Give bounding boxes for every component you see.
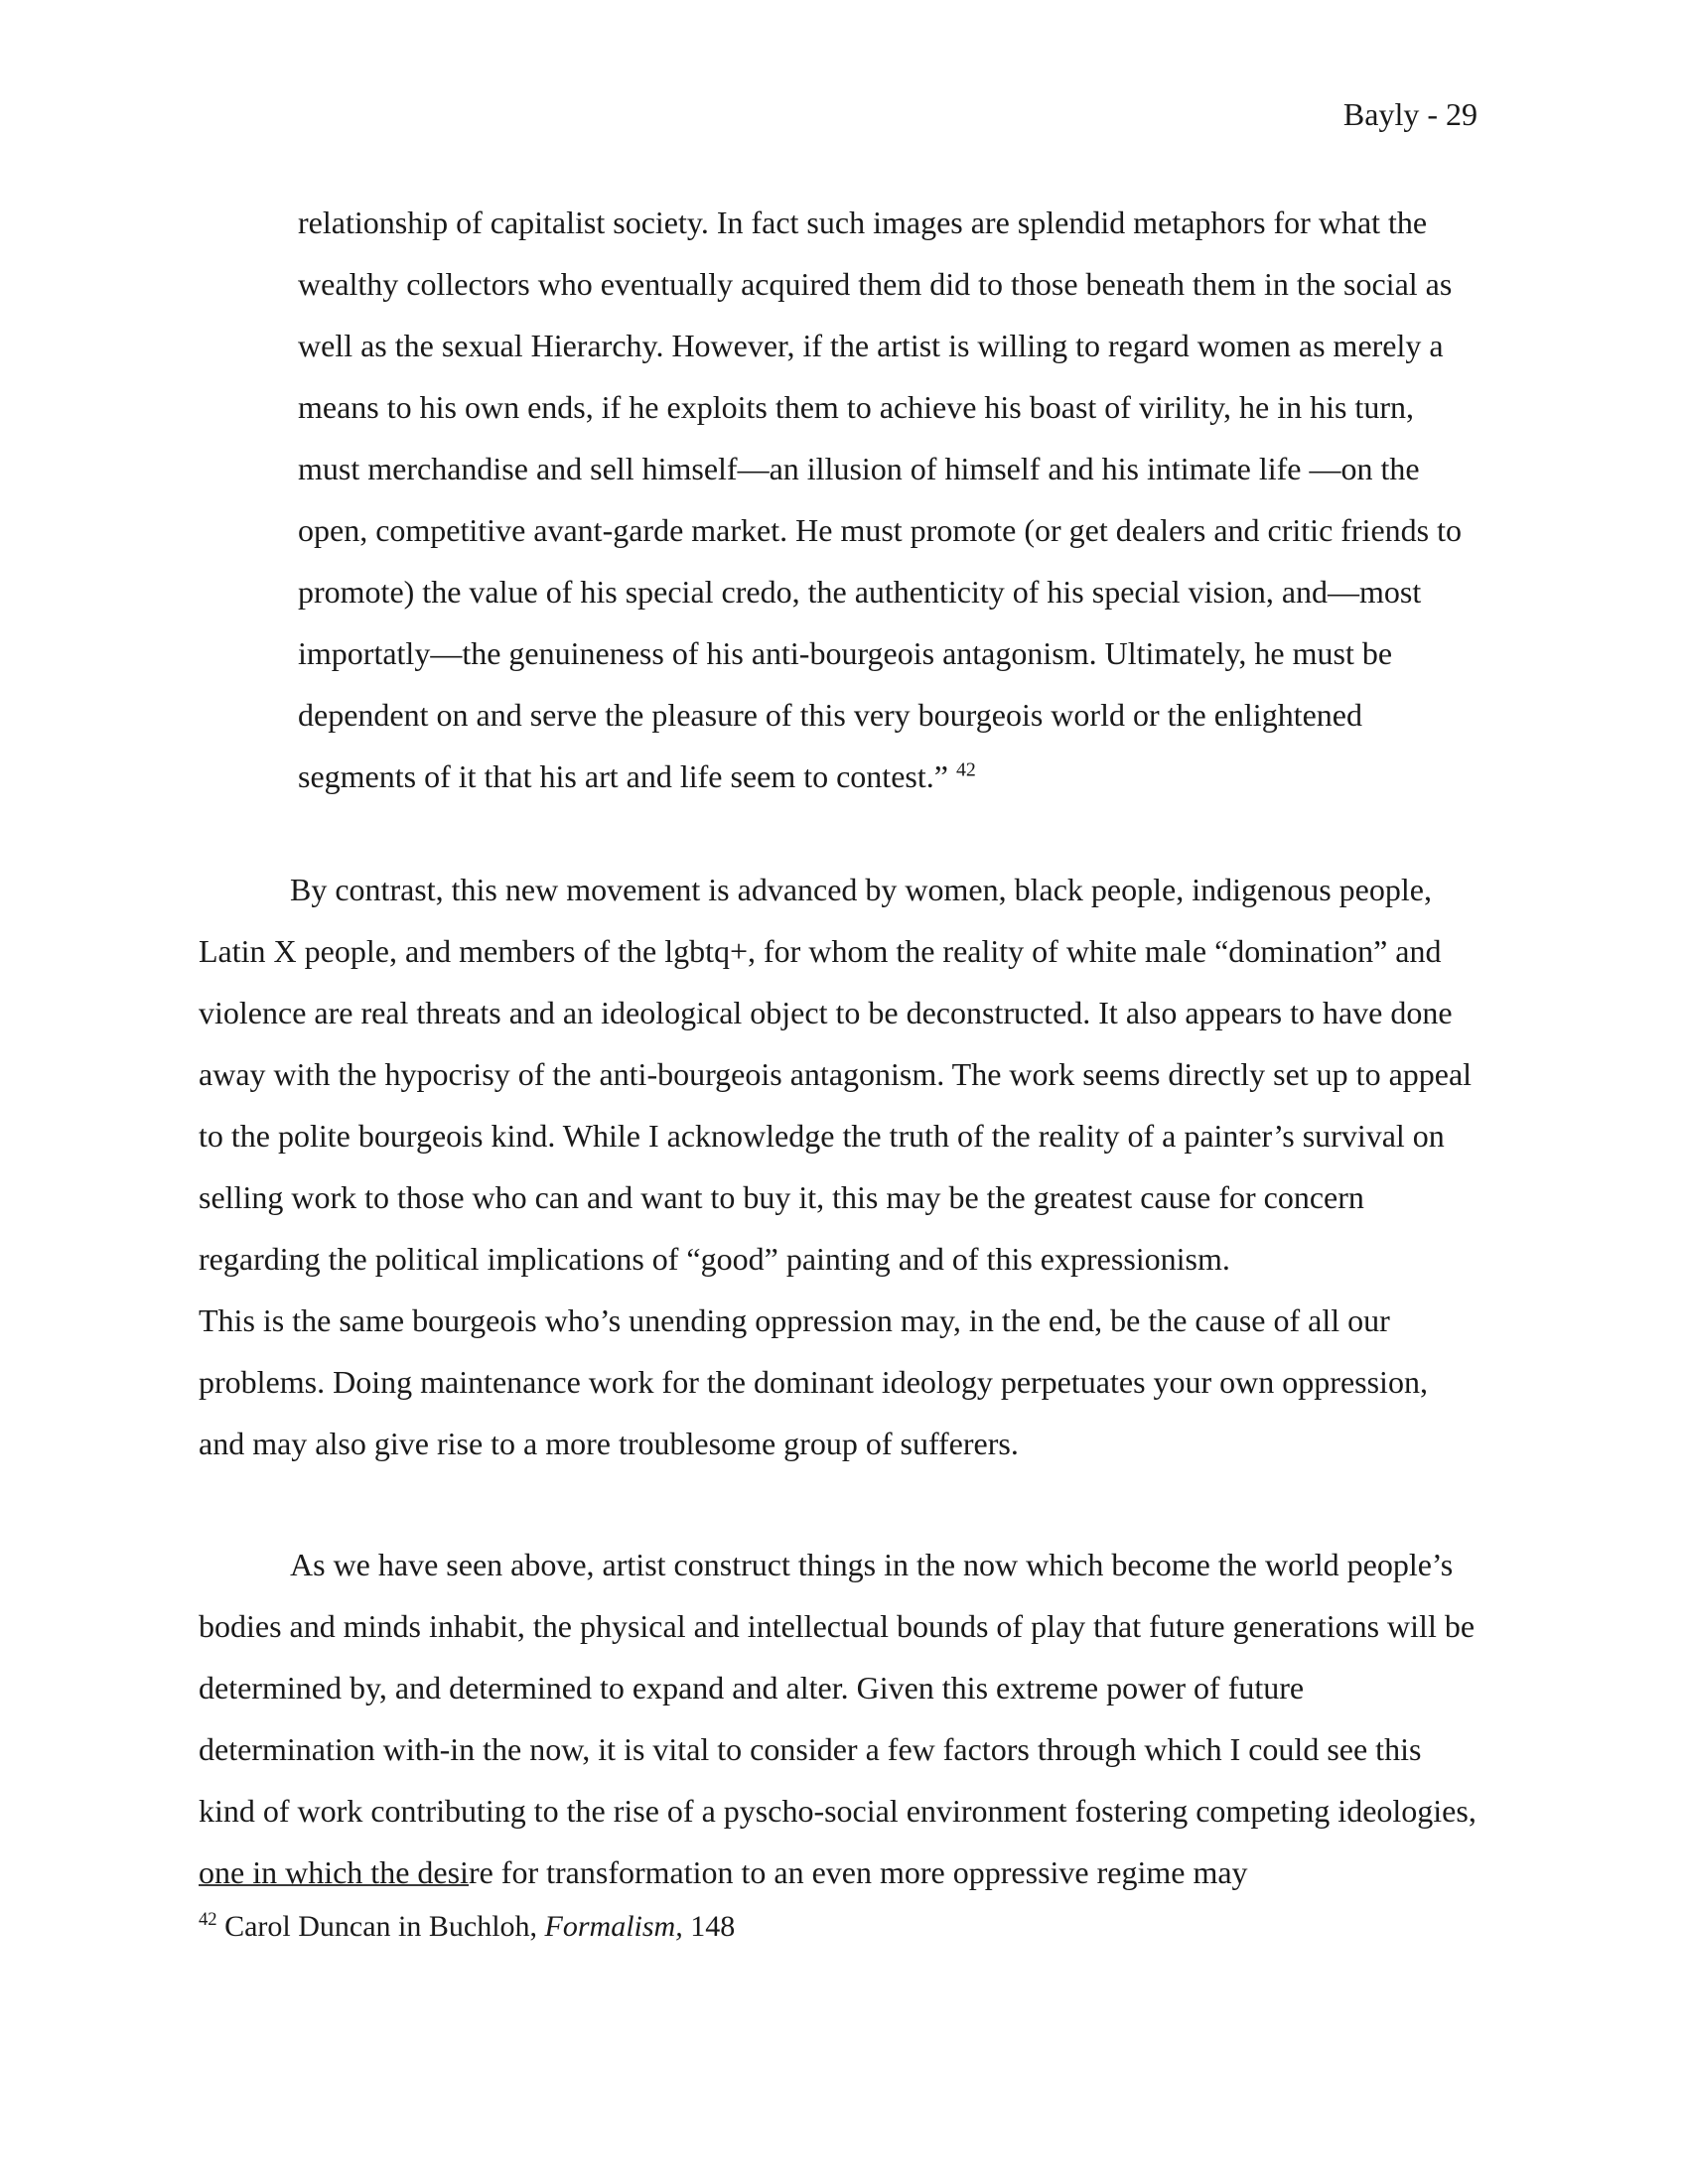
running-head-page-number: Bayly - 29 bbox=[1342, 96, 1477, 132]
footnote-text-page: 148 bbox=[682, 1910, 736, 1943]
block-quote-text: relationship of capitalist society. In fact such images are splendid metaphors for what the wealthy collectors who eventually acquired them did to those beneath them in the social as well as the sexual Hierarchy. However, if the artist is willing to regard women as merely a means to his own ends, if he exploits them to achieve his boast of virility, he in his turn, must merchandise and sell himself—an illusion of himself and his intimate life —on the open, competitive avant-garde market. He must promote (or get dealers and critic friends to promote) the value of his special credo, the authenticity of his special vision, and—most importatly—the genuineness of his anti-bourgeois antagonism. Ultimately, he must be dependent on and serve the pleasure of this very bourgeois world or the enlightened segments of it that his art and life seem to contest.” bbox=[298, 205, 1463, 794]
footnote-area bbox=[199, 1884, 1477, 1948]
footnote-text: Carol Duncan in Buchloh, bbox=[216, 1910, 545, 1943]
footnote bbox=[199, 1906, 1477, 1948]
body-paragraph: This is the same bourgeois who’s unending oppression may, in the end, be the cause of all our problems. Doing maintenance work for the dominant ideology perpetuates your own oppression, and may also give rise to a more troublesome group of sufferers. bbox=[199, 1302, 1428, 1461]
footnote-citation-title: Formalism, bbox=[544, 1910, 683, 1943]
page-content bbox=[199, 192, 1477, 1903]
footnote-separator-rule bbox=[199, 1884, 469, 1886]
footnote-reference: 42 bbox=[955, 758, 976, 781]
block-quote bbox=[298, 192, 1477, 807]
body-paragraph: By contrast, this new movement is advanced by women, black people, indigenous people, Latin X people, and members of the lgbtq+, for whom the reality of white male “domination” and violence are real threats and an ideological object to be deconstructed. It also appears to have done away with the hypocrisy of the anti-bourgeois antagonism. The work seems directly set up to appeal to the polite bourgeois kind. While I acknowledge the truth of the reality of a painter’s survival on selling work to those who can and want to buy it, this may be the greatest cause for concern regarding the political implications of “good” painting and of this expressionism. bbox=[199, 872, 1473, 1277]
page-header bbox=[0, 0, 1477, 134]
body-paragraph: As we have seen above, artist construct things in the now which become the world people’s bodies and minds inhabit, the physical and intellectual bounds of play that future generations will be determined by, and determined to expand and alter. Given this extreme power of future determination with-in the now, it is vital to consider a few factors through which I could see this kind of work contributing to the rise of a pyscho-social environment fostering competing ideologies, one in which the desire for transformation to an even more oppressive regime may bbox=[199, 1547, 1477, 1890]
footnote-marker: 42 bbox=[199, 1909, 217, 1930]
